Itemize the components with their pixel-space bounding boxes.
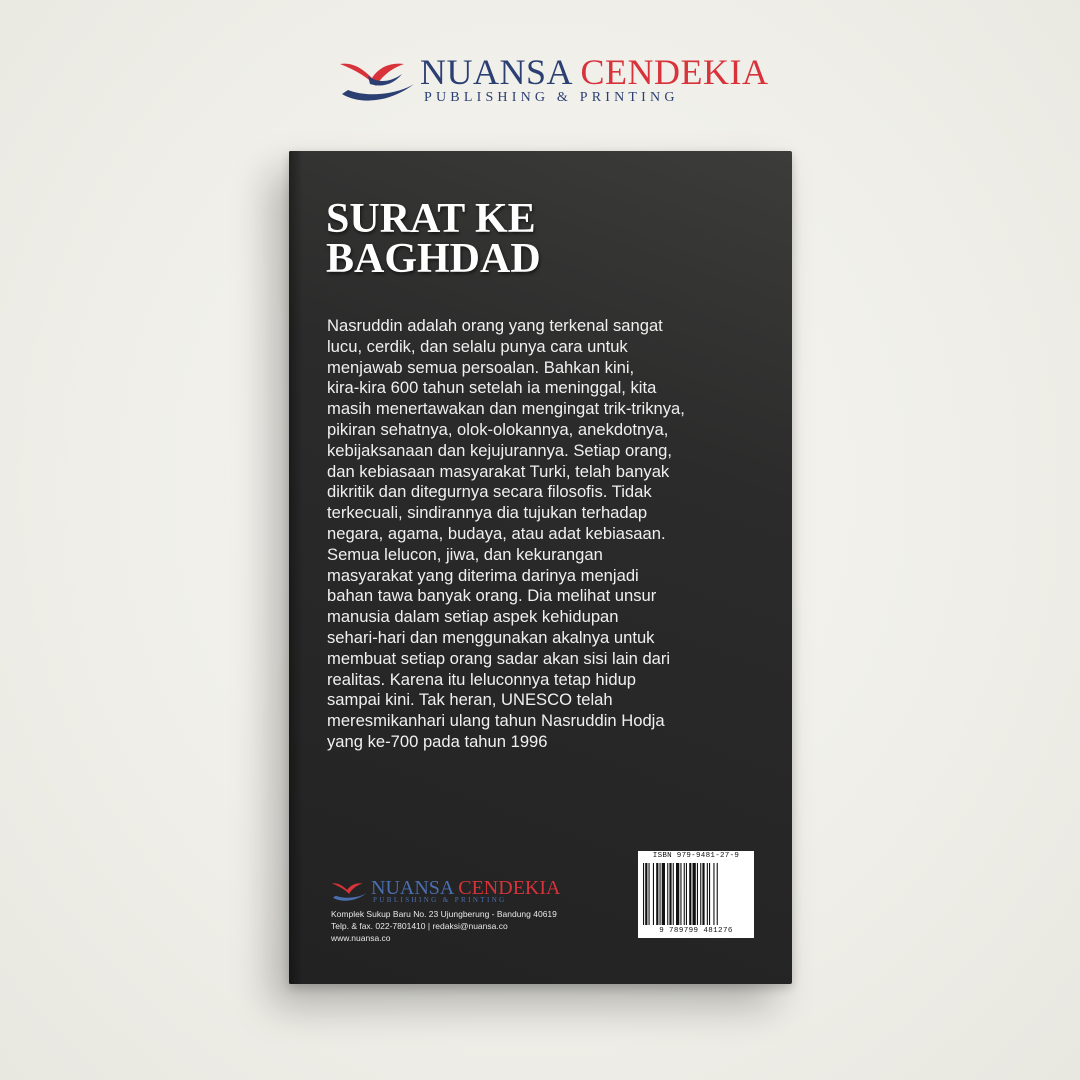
barcode-bar [645, 863, 647, 925]
blurb-line: masyarakat yang diterima darinya menjadi [327, 565, 639, 585]
isbn-label: ISBN 979-9481-27-9 [652, 852, 740, 860]
title-line: SURAT KE [326, 196, 536, 242]
cover-publisher-name: NUANSA CENDEKIA [371, 877, 561, 899]
publisher-tagline: PUBLISHING & PRINTING [424, 90, 679, 105]
barcode-bars [643, 863, 749, 925]
address-line: Komplek Sukup Baru No. 23 Ujungberung - Bandung 40619 [331, 909, 557, 919]
blurb-line: kira-kira 600 tahun setelah ia meninggal, kita [327, 378, 657, 398]
barcode-bar [656, 863, 658, 925]
blurb-line: meresmikanhari ulang tahun Nasruddin Hodja [327, 711, 665, 731]
blurb-line: sampai kini. Tak heran, UNESCO telah [327, 690, 613, 710]
book-blurb [327, 316, 767, 753]
blurb-line: realitas. Karena itu leluconnya tetap hidup [327, 669, 637, 689]
blurb-line: bahan tawa banyak orang. Dia melihat unsur [327, 586, 657, 606]
blurb-line: pikiran sehatnya, olok-olokannya, anekdotnya, [327, 419, 669, 439]
barcode-bar [693, 863, 696, 925]
book-back-cover [289, 151, 792, 984]
cover-publisher-block [331, 876, 631, 976]
publisher-logo [338, 50, 769, 110]
isbn-barcode [638, 851, 754, 938]
barcode-bar [707, 863, 708, 925]
blurb-line: manusia dalam setiap aspek kehidupan [327, 607, 619, 627]
flying-bird-logo-icon [331, 878, 369, 904]
barcode-bar [717, 863, 718, 925]
barcode-digits: 9 789799 481276 [659, 927, 733, 935]
barcode-bar [667, 863, 668, 925]
barcode-bar [700, 863, 701, 925]
blurb-line: sehari-hari dan menggunakan akalnya untuk [327, 627, 655, 647]
barcode-bar [684, 863, 685, 925]
spine-shadow [289, 151, 303, 984]
title-line: BAGHDAD [326, 236, 541, 282]
blurb-line: dan kebiasaan masyarakat Turki, telah banyak [327, 461, 670, 481]
blurb-line: masih menertawakan dan mengingat trik-triknya, [327, 399, 685, 419]
barcode-bar [689, 863, 691, 925]
blurb-line: yang ke-700 pada tahun 1996 [327, 731, 548, 751]
address-line: Telp. & fax. 022-7801410 | redaksi@nuansa.co [331, 921, 508, 931]
barcode-bar [709, 863, 710, 925]
barcode-bar [653, 863, 654, 925]
blurb-line: terkecuali, sindirannya dia tujukan terhadap [327, 503, 648, 523]
barcode-bar [660, 863, 661, 925]
barcode-bar [697, 863, 698, 925]
publisher-address [331, 908, 557, 944]
barcode-bar [673, 863, 674, 925]
barcode-bar [676, 863, 679, 925]
book-title [326, 196, 541, 282]
barcode-bar [686, 863, 687, 925]
barcode-bar [662, 863, 665, 925]
blurb-line: lucu, cerdik, dan selalu punya cara untuk [327, 336, 628, 356]
barcode-bar [680, 863, 681, 925]
barcode-bar [643, 863, 644, 925]
barcode-bar [702, 863, 704, 925]
blurb-line: membuat setiap orang sadar akan sisi lain dari [327, 648, 671, 668]
barcode-bar [669, 863, 671, 925]
blurb-line: negara, agama, budaya, atau adat kebiasaan. [327, 523, 666, 543]
blurb-line: Nasruddin adalah orang yang terkenal sangat [327, 316, 663, 335]
barcode-bar [713, 863, 714, 925]
blurb-line: menjawab semua persoalan. Bahkan kini, [327, 357, 635, 377]
cover-publisher-tagline: PUBLISHING & PRINTING [373, 896, 507, 904]
blurb-line: Semua lelucon, jiwa, dan kekurangan [327, 544, 603, 564]
blurb-line: dikritik dan ditegurnya secara filosofis. Tidak [327, 482, 652, 502]
flying-bird-logo-icon [338, 54, 418, 106]
address-line: www.nuansa.co [331, 933, 391, 943]
publisher-name: NUANSA CENDEKIA [420, 52, 769, 92]
blurb-line: kebijaksanaan dan kejujurannya. Setiap orang, [327, 440, 673, 460]
barcode-bar [649, 863, 650, 925]
